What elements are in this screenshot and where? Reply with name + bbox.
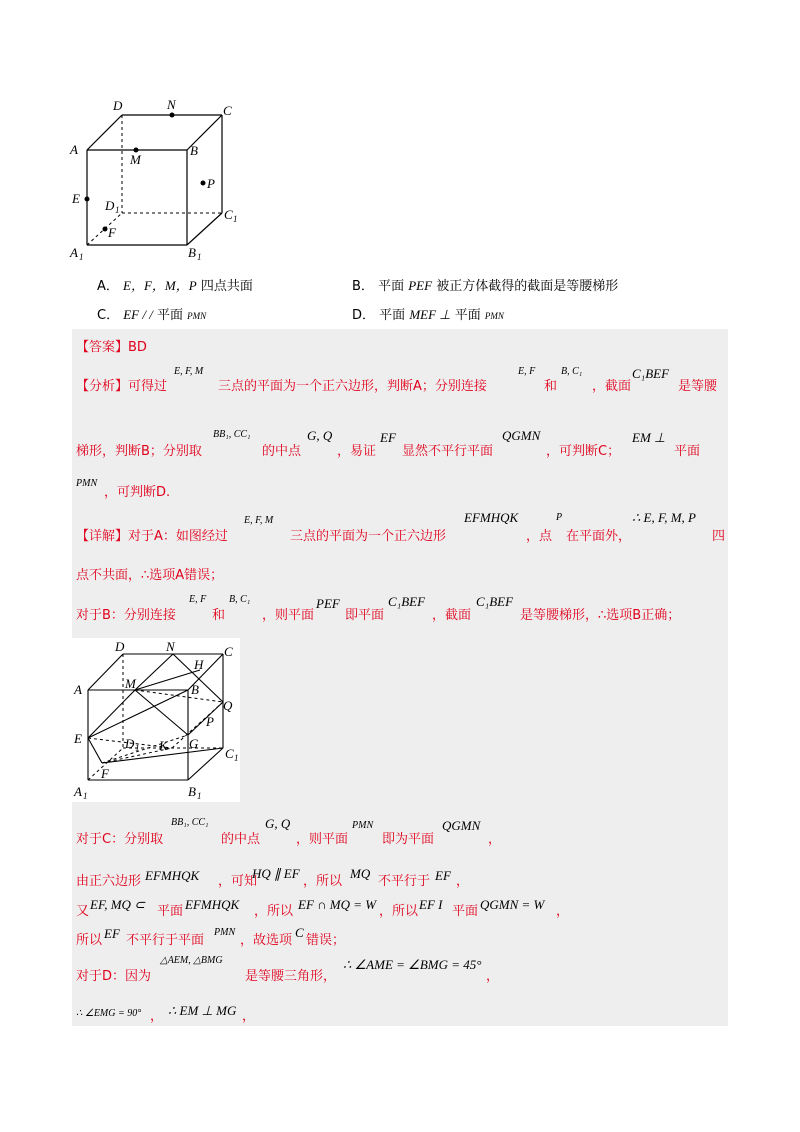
fig2-label-c1: C [225,746,234,761]
partc-line-3: 又 [76,904,90,919]
partc-math-efmhqk2: EFMHQK [185,897,240,912]
partc-math-bb1cc1: BB₁, CC₁ [171,817,209,828]
partd-comma: ， [486,969,500,984]
partc-comma: ， [488,832,502,847]
fig2-label-a1-sub: 1 [83,791,88,801]
analysis-judgec: ，可判断C； [546,444,621,459]
cube-figure-2 [72,638,240,802]
detail-and: 和 [212,608,226,623]
detail-math-efmp: ∴ E, F, M, P [632,510,696,525]
partc-math-gq: G, Q [265,816,291,831]
analysis-midpoint: 的中点 [262,444,302,459]
point-f [103,227,108,232]
analysis-prove: ，易证 [337,444,377,459]
partd-isosceles: 是等腰三角形， [245,969,337,984]
analysis-math-bc1: B, C₁ [561,366,583,377]
analysis-line-1: 【分析】可得过 [76,379,168,394]
label-d1-sub: 1 [115,205,120,215]
analysis-section: ，截面 [592,379,632,394]
partc-know: ，可知 [218,874,258,889]
analysis-line-2: 梯形，判断B；分别取 [76,444,202,459]
analysis-line-1b: 三点的平面为一个正六边形，判断A；分别连接 [218,379,487,394]
partc-math-ef: EF [435,868,451,883]
partc-is: 即为平面 [382,832,435,847]
analysis-isosceles: 是等腰 [678,379,718,394]
label-c: C [223,103,232,118]
label-a1: A [70,245,78,260]
partc-plane2: 平面 [452,904,479,919]
fig2-label-m: M [125,676,136,691]
partc-math-ef3: EF [104,926,120,941]
cube-diagram-1 [60,95,260,265]
detail-then: ，则平面 [262,608,315,623]
partc-math-efmq: EF, MQ ⊂ [90,897,146,912]
analysis-math-efm: E, F, M [174,366,204,377]
label-b: B [190,143,198,158]
fig2-label-g: G [189,736,199,751]
analysis-plane: 平面 [674,444,701,459]
detail-section: ，截面 [432,608,472,623]
fig2-label-d1-sub: 1 [135,743,140,753]
fig2-label-b: B [191,682,199,697]
label-d: D [113,98,123,113]
label-c1: C [224,207,233,222]
partc-line-2: 由正六边形 [76,874,142,889]
detail-outside: 在平面外， [566,529,632,544]
detail-line-2: 点不共面，∴选项A错误； [76,568,224,583]
label-a: A [70,142,78,157]
point-n [170,113,175,118]
detail-math-p: P [556,512,563,523]
cube-figure-1 [60,95,260,265]
analysis-math-ef2: EF [380,430,396,445]
label-c1-sub: 1 [233,214,238,224]
label-a1-sub: 1 [79,252,84,262]
partc-math-hqef: HQ ∥ EF [252,866,300,881]
label-p: P [207,176,215,191]
partd-math-emmg: ∴ EM ⊥ MG [168,1003,237,1018]
partc-math-qgmn: QGMN [442,818,481,833]
fig2-label-k: K [159,738,168,753]
fig2-label-b1-sub: 1 [197,791,202,801]
detail-math-ef: E, F [189,594,207,605]
fig2-label-a: A [74,682,82,697]
partd-comma3: ， [242,1009,256,1024]
detail-hexagon: 三点的平面为一个正六边形 [290,529,447,544]
label-b1-sub: 1 [197,252,202,262]
fig2-label-d: D [115,639,125,654]
fig2-label-e: E [74,731,82,746]
option-b: B． 平面 PEF 被正方体截得的截面是等腰梯形 [352,278,619,294]
option-a: A． E，F，M，P 四点共面 [97,278,253,294]
partc-math-qgmnw: QGMN = W [480,897,545,912]
partc-math-efmhqk: EFMHQK [145,868,200,883]
partc-midpoint: 的中点 [221,832,261,847]
partc-notparallel2: 不平行于平面 [126,933,205,948]
partd-math-emg: ∴ ∠EMG = 90° [76,1008,142,1019]
detail-four: 四 [712,529,726,544]
fig2-label-a1: A [74,784,82,799]
partc-math-pmn2: PMN [214,927,236,938]
partc-math-mq: MQ [350,866,371,881]
detail-correct: 是等腰梯形，∴选项B正确； [520,608,681,623]
analysis-math-c1bef: C₁BEF [632,366,670,381]
detail-math-pef: PEF [316,596,340,611]
option-c: C． EF / / 平面 PMN [97,307,207,323]
partd-line-1: 对于D：因为 [76,969,152,984]
detail-line-3: 对于B：分别连接 [76,608,176,623]
partc-math-c: C [295,925,304,940]
partc-so: ，所以 [303,874,343,889]
partd-math-angles: ∴ ∠AME = ∠BMG = 45° [343,957,482,972]
fig2-label-q: Q [223,698,233,713]
label-f: F [108,225,116,240]
cube-diagram-2 [72,638,240,802]
partc-plane: 平面 [157,904,184,919]
analysis-math-pmn: PMN [76,478,98,489]
fig2-label-f: F [101,766,109,781]
detail-math-c1bef2: C₁BEF [476,594,514,609]
label-b1: B [188,245,196,260]
partc-comma2: ， [456,874,470,889]
point-e [85,197,90,202]
analysis-line-3: ，可判断D. [104,485,171,500]
analysis-math-em: EM ⊥ [632,430,666,445]
partc-wrong: 错误； [306,933,346,948]
option-d: D． 平面 MEF ⊥ 平面 PMN [352,307,504,323]
detail-point: ，点 [526,529,553,544]
partc-line-1: 对于C：分别取 [76,832,164,847]
detail-math-bc1: B, C₁ [229,594,251,605]
analysis-math-gq: G, Q [307,428,333,443]
partc-math-pmn: PMN [352,820,374,831]
detail-ie: 即平面 [345,608,385,623]
partc-comma3: ， [556,904,570,919]
partc-math-efi: EF I [419,897,443,912]
partc-line-4: 所以 [76,933,103,948]
analysis-and: 和 [544,379,558,394]
fig2-label-n: N [166,639,175,654]
detail-line-1: 【详解】对于A：如图经过 [76,529,228,544]
fig2-label-p: P [206,714,214,729]
point-p [201,181,206,186]
label-n: N [167,97,176,112]
fig2-label-d1: D [125,736,135,751]
fig2-label-b1: B [188,784,196,799]
analysis-math-ef: E, F [518,366,536,377]
detail-math-efmhqk: EFMHQK [464,510,519,525]
partd-comma2: ， [150,1009,164,1024]
fig2-label-c: C [224,644,233,659]
partc-math-intersect: EF ∩ MQ = W [298,897,377,912]
label-d1: D [105,198,115,213]
partc-therefore: ，故选项 [240,933,293,948]
partd-math-triangles: △AEM, △BMG [160,955,223,966]
partc-then: ，则平面 [296,832,349,847]
analysis-notparallel: 显然不平行平面 [402,444,494,459]
fig2-label-h: H [194,657,204,672]
fig2-label-c1-sub: 1 [234,753,239,763]
partc-so2: ，所以 [254,904,294,919]
detail-math-c1bef: C₁BEF [388,594,426,609]
label-e: E [72,191,80,206]
detail-math-efm: E, F, M [244,515,274,526]
partc-so3: ，所以 [379,904,419,919]
analysis-math-qgmn: QGMN [502,428,541,443]
label-m: M [130,152,141,167]
analysis-math-bb1cc1: BB₁, CC₁ [213,429,251,440]
answer-line: 【答案】BD [76,340,147,355]
partc-notparallel: 不平行于 [378,874,431,889]
